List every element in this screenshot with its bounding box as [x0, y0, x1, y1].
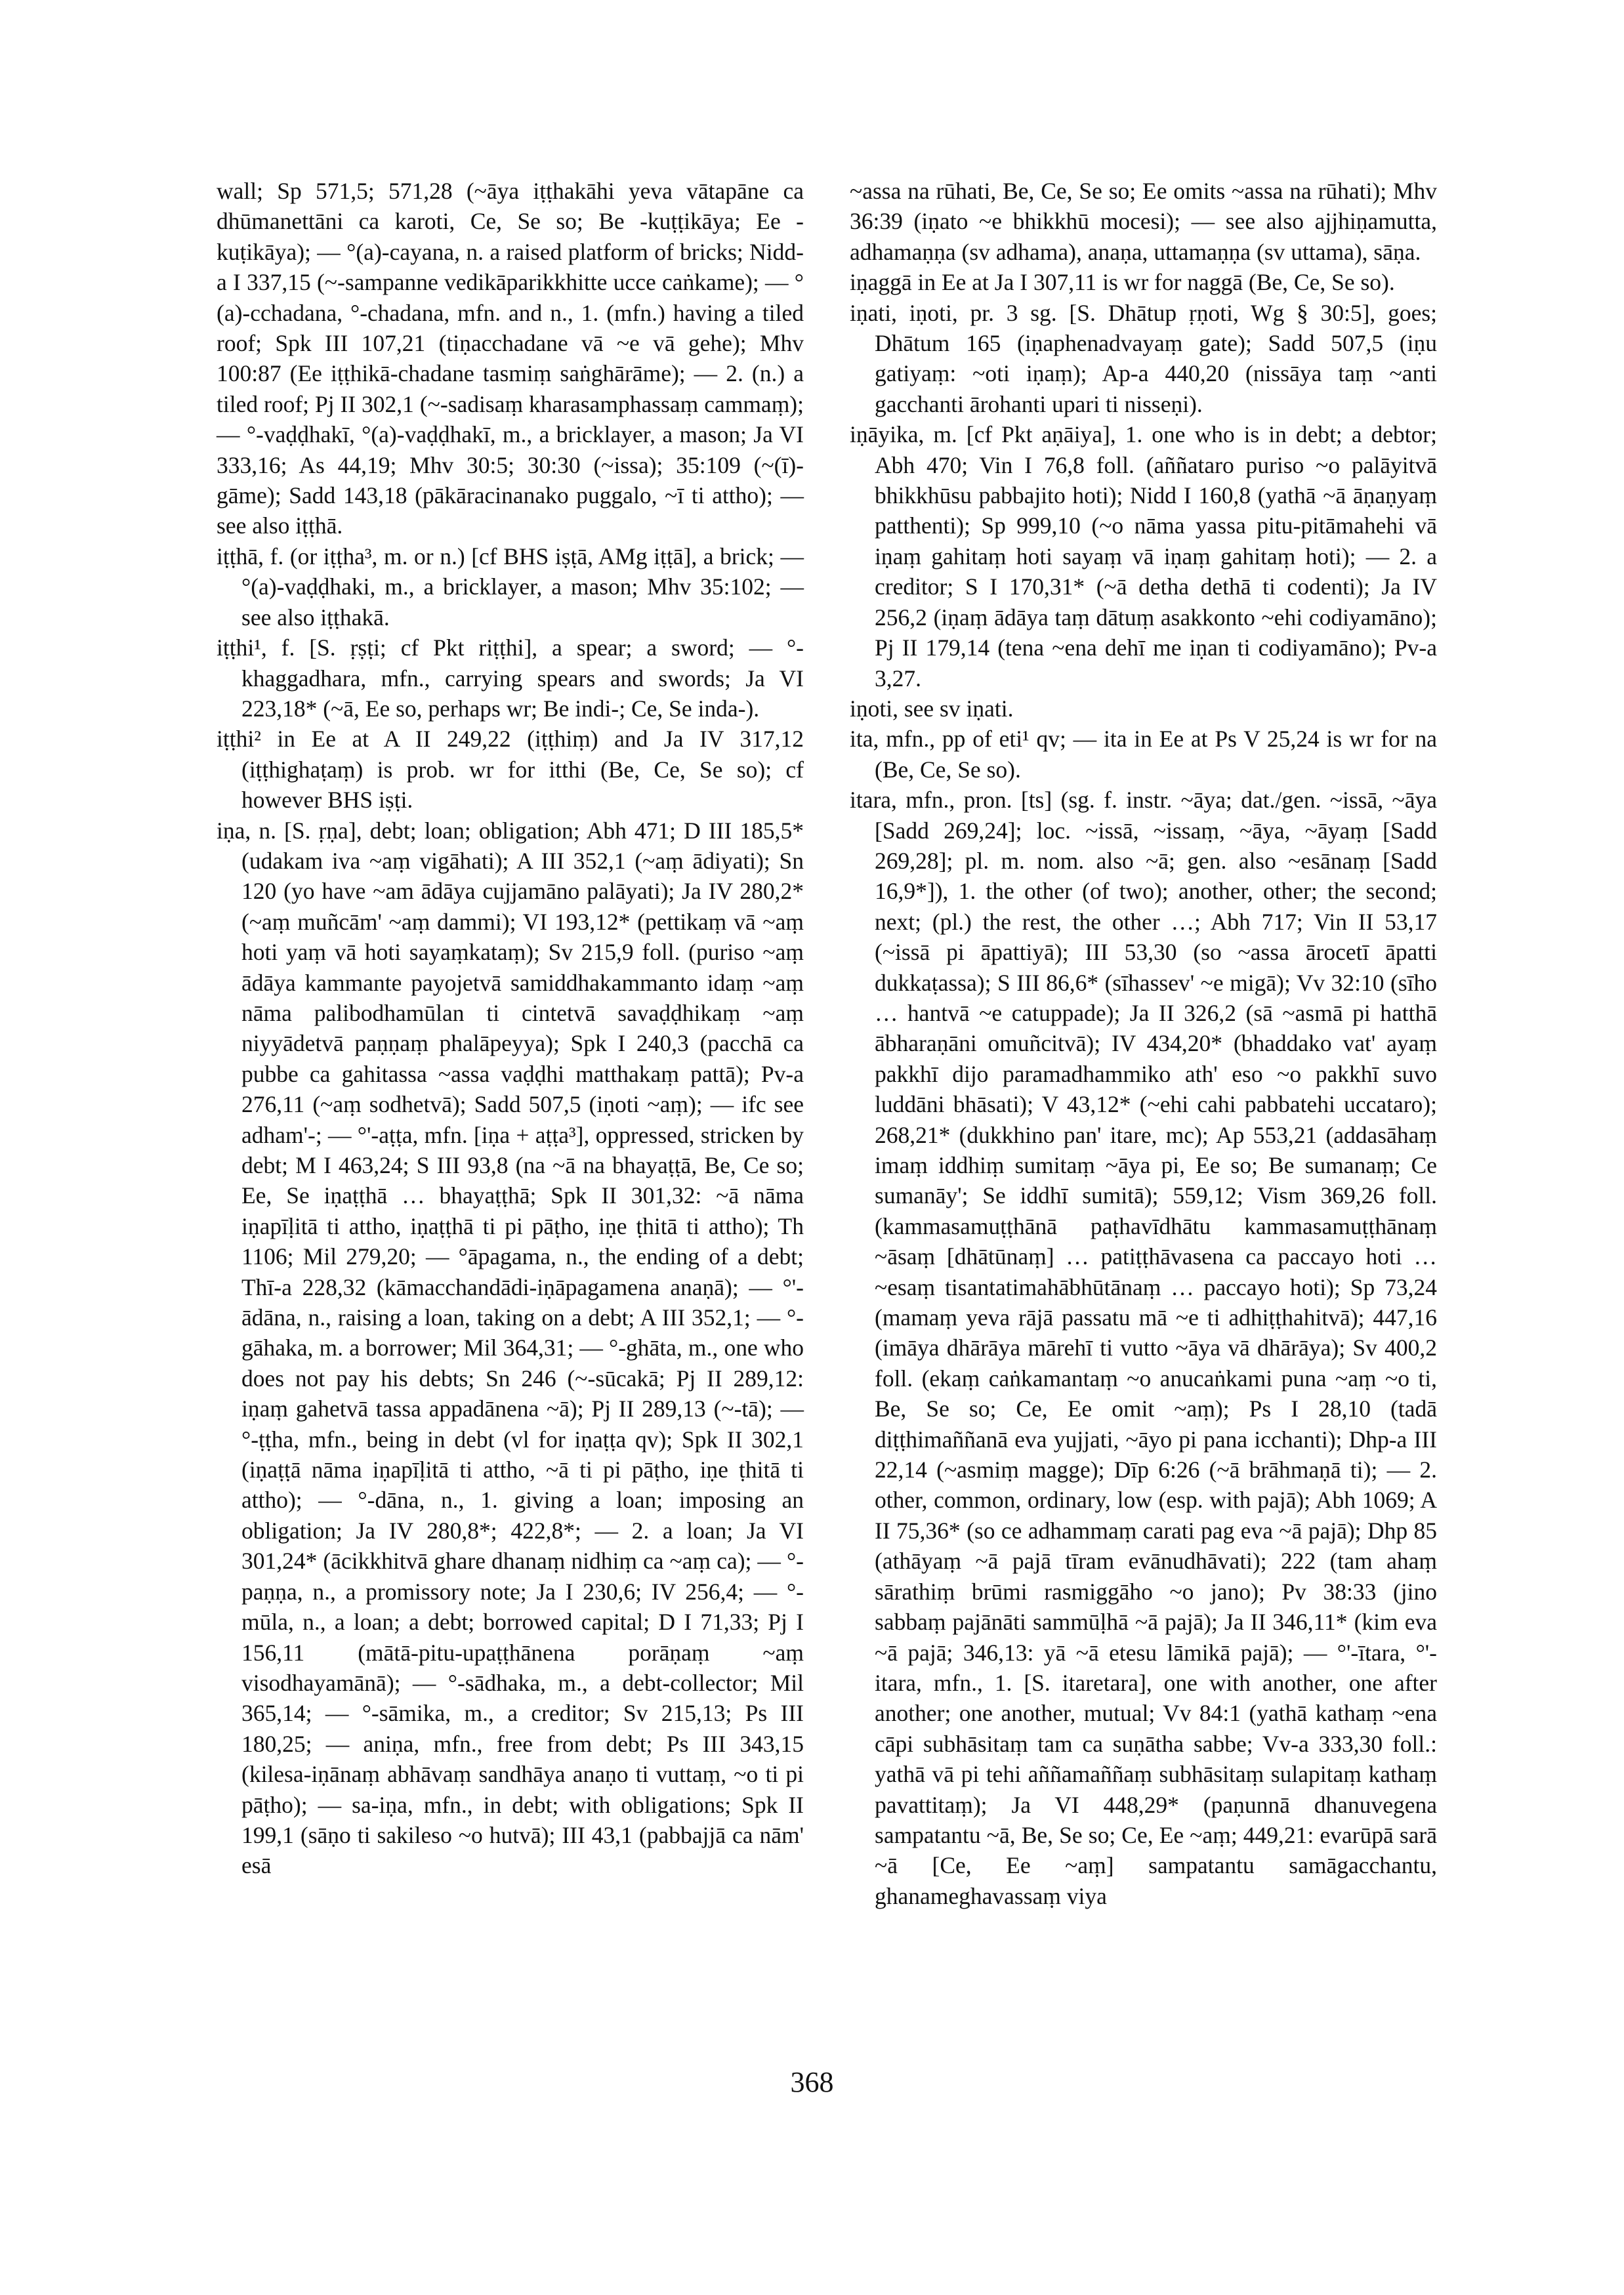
entry-continuation: ~assa na rūhati, Be, Ce, Se so; Ee omits ~assa na rūhati); Mhv 36:39 (iṇato ~e bhikkhū mocesi); — see also ajjhiṇamutta, adhamaṇṇa (sv adhama), anaṇa, uttamaṇṇa (sv uttama), sāṇa.: [850, 178, 1437, 265]
entry-inoti: iṇoti, see sv iṇati.: [850, 695, 1014, 722]
entry-itthaa: iṭṭhā, f. (or iṭṭha³, m. or n.) [cf BHS iṣṭā, AMg iṭṭā], a brick; — °(a)-vaḍḍhaki, m., a bricklayer, a mason; Mhv 35:102; — see also iṭṭhakā.: [217, 543, 804, 631]
entry-itara: itara, mfn., pron. [ts] (sg. f. instr. ~āya; dat./gen. ~issā, ~āya [Sadd 269,24]; loc. ~issā, ~issaṃ, ~āya, ~āyaṃ [Sadd 269,28]; pl. m. nom. also ~ā; gen. also ~esānaṃ [Sadd 16,9*]), 1. the other (of two); another, other; the second; next; (pl.) the rest, the other …; Abh 717; Vin II 53,17 (~issā pi āpattiyā); III 53,30 (so ~assa ārocetī āpatti dukkaṭassa); S III 86,6* (sīhassev' ~e migā); Vv 32:10 (sīho … hantvā ~e catuppade); Ja II 326,2 (sā ~asmā pi hatthā ābharaṇāni omuñcitvā); IV 434,20* (bhaddako vat' ayaṃ pakkhī dijo paramadhammiko ath' eso ~o pakkhī suvo luddāni bhāsati); V 43,12* (~ehi cahi pabbatehi uccataro); 268,21* (dukkhino pan' itare, mc); Ap 553,21 (addasāhaṃ imaṃ iddhiṃ sumitaṃ ~āya pi, Ee so; Be sumanaṃ; Ce sumanāy'; Se iddhī sumitā); 559,12; Vism 369,26 foll. (kammasamuṭṭhānā paṭhavīdhātu kammasamuṭṭhānaṃ ~āsaṃ [dhātūnaṃ] … patiṭṭhāvasena ca paccayo hoti … ~esaṃ tisantatimahābhūtānaṃ … paccayo hoti); Sp 73,24 (mamaṃ yeva rājā passatu mā ~e ti adhiṭṭhahitvā); 447,16 (imāya dhārāya mārehī ti vutto ~āya vā dhārāya); Sv 400,2 foll. (ekaṃ caṅkamantaṃ ~o anucaṅkami puna ~aṃ ~o ti, Be, Se so; Ce, Ee omit ~aṃ); Ps I 28,10 (tadā diṭṭhimaññanā eva yujjati, ~āyo pi pana icchanti); Dhp-a III 22,14 (~asmiṃ magge); Dīp 6:26 (~ā brāhmaṇā ti); — 2. other, common, ordinary, low (esp. with pajā); Abh 1069; A II 75,36* (so ce adhammaṃ carati pag eva ~ā pajā); Dhp 85 (athāyaṃ ~ā pajā tīram evānudhāvati); 222 (tam ahaṃ sārathiṃ brūmi rasmiggāho ~o jano); Pv 38:33 (jino sabbaṃ pajānāti sammūḷhā ~ā pajā); Ja II 346,11* (kim eva ~ā pajā; 346,13: yā ~ā etesu lāmikā pajā); — °'-ītara, °'-itara, mfn., 1. [S. itaretara], one with another, one after another; one another, mutual; Vv 84:1 (yathā kathaṃ ~ena cāpi subhāsitaṃ tam ca suṇātha sabbe; Vv-a 333,30 foll.: yathā vā pi tehi aññamaññaṃ subhāsitaṃ sulapitaṃ kathaṃ pavattitaṃ); Ja VI 448,29* (paṇunnā dhanuvegena sampatantu ~ā, Be, Se so; Ce, Ee ~aṃ; 449,21: evarūpā sarā ~ā [Ce, Ee ~aṃ] sampatantu samāgacchantu, ghanameghavassaṃ viya: [850, 787, 1437, 1909]
entry-inaggaa: iṇaggā in Ee at Ja I 307,11 is wr for naggā (Be, Ce, Se so).: [850, 269, 1395, 296]
entry-inaayika: iṇāyika, m. [cf Pkt aṇāiya], 1. one who is in debt; a debtor; Abh 470; Vin I 76,8 foll. (aññataro puriso ~o palāyitvā bhikkhūsu pabbajito hoti); Nidd I 160,8 (yathā ~ā āṇaṇyaṃ patthenti); Sp 999,10 (~o nāma yassa pitu-pitāmahehi vā iṇaṃ gahitaṃ hoti sayaṃ vā iṇaṃ gahitaṃ hoti); — 2. a creditor; S I 170,31* (~ā detha dethā ti codenti); Ja IV 256,2 (iṇaṃ ādāya taṃ dātuṃ asakkonto ~ehi codiyamāno); Pj II 179,14 (tena ~ena dehī me iṇan ti codiyamāno); Pv-a 3,27.: [850, 421, 1437, 692]
page-number: 368: [790, 2066, 834, 2098]
entry-itthi-2: iṭṭhi² in Ee at A II 249,22 (iṭṭhiṃ) and Ja IV 317,12 (iṭṭhighaṭaṃ) is prob. wr for itthi (Be, Ce, Se so); cf however BHS iṣṭi.: [217, 726, 804, 814]
entry-ina: iṇa, n. [S. ṛṇa], debt; loan; obligation; Abh 471; D III 185,5* (udakam iva ~aṃ vigāhati); A III 352,1 (~aṃ ādiyati); Sn 120 (yo have ~am ādāya cujjamāno palāyati); Ja IV 280,2* (~aṃ muñcām' ~aṃ dammi); VI 193,12* (pettikaṃ vā ~aṃ hoti yaṃ vā hoti sayaṃkataṃ); Sv 215,9 foll. (puriso ~aṃ ādāya kammante payojetvā samiddhakammanto idaṃ ~aṃ nāma palibodhamūlan ti cintetvā savaḍḍhikaṃ ~aṃ niyyādetvā paṇṇaṃ phalāpeyya); Spk I 240,3 (pacchā ca pubbe ca gahitassa ~assa vaḍḍhi matthakaṃ pattā); Pv-a 276,11 (~aṃ sodhetvā); Sadd 507,5 (iṇoti ~aṃ); — ifc see adham'-; — °'-aṭṭa, mfn. [iṇa + aṭṭa³], oppressed, stricken by debt; M I 463,24; S III 93,8 (na ~ā na bhayaṭṭā, Be, Ce so; Ee, Se iṇaṭṭhā … bhayaṭṭhā; Spk II 301,32: ~ā nāma iṇapīḷitā ti attho, iṇaṭṭhā ti pi pāṭho, iṇe ṭhitā ti attho); Th 1106; Mil 279,20; — °āpagama, n., the ending of a debt; Thī-a 228,32 (kāmacchandādi-iṇāpagamena anaṇā); — °'-ādāna, n., raising a loan, taking on a debt; A III 352,1; — °-gāhaka, m. a borrower; Mil 364,31; — °-ghāta, m., one who does not pay his debts; Sn 246 (~-sūcakā; Pj II 289,12: iṇaṃ gahetvā tassa appadānena ~ā); Pj II 289,13 (~-tā); — °-ṭṭha, mfn., being in debt (vl for iṇaṭṭa qv); Spk II 302,1 (iṇaṭṭā nāma iṇapīḷitā ti attho, ~ā ti pi pāṭho, iṇe ṭhitā ti attho); — °-dāna, n., 1. giving a loan; imposing an obligation; Ja IV 280,8*; 422,8*; — 2. a loan; Ja VI 301,24* (ācikkhitvā ghare dhanaṃ nidhiṃ ca ~aṃ ca); — °-paṇṇa, n., a promissory note; Ja I 230,6; IV 256,4; — °-mūla, n., a loan; a debt; borrowed capital; D I 71,33; Pj I 156,11 (mātā-pitu-upaṭṭhānena porāṇaṃ ~aṃ visodhayamānā); — °-sādhaka, m., a debt-collector; Mil 365,14; — °-sāmika, m., a creditor; Sv 215,13; Ps III 180,25; — aniṇa, mfn., free from debt; Ps III 343,15 (kilesa-iṇānaṃ abhāvaṃ sandhāya anaṇo ti vuttaṃ, ~o ti pi pāṭho); — sa-iṇa, mfn., in debt; with obligations; Spk II 199,1 (sāṇo ti sakileso ~o hutvā); III 43,1 (pabbajjā ca nām' esā: [217, 817, 804, 1879]
entry-continuation: wall; Sp 571,5; 571,28 (~āya iṭṭhakāhi yeva vātapāne ca dhūmanettāni ca karoti, Ce, Se so; Be -kuṭṭikāya; Ee -kuṭikāya); — °(a)-cayana, n. a raised platform of bricks; Nidd-a I 337,15 (~-sampanne vedikāparikkhitte ucce caṅkame); — °(a)-cchadana, °-chadana, mfn. and n., 1. (mfn.) having a tiled roof; Spk III 107,21 (tiṇacchadane vā ~e vā gehe); Mhv 100:87 (Ee iṭṭhikā-chadane tasmiṃ saṅghārāme); — 2. (n.) a tiled roof; Pj II 302,1 (~-sadisaṃ kharasamphassaṃ cammaṃ); — °-vaḍḍhakī, °(a)-vaḍḍhakī, m., a bricklayer, a mason; Ja VI 333,16; As 44,19; Mhv 30:5; 30:30 (~issa); 35:109 (~(ī)-gāme); Sadd 143,18 (pākāracinanako puggalo, ~ī ti attho); — see also iṭṭhā.: [217, 178, 804, 539]
entry-inati: iṇati, iṇoti, pr. 3 sg. [S. Dhātup ṛṇoti, Wg § 30:5], goes; Dhātum 165 (iṇaphenadvayaṃ gate); Sadd 507,5 (iṇu gatiyaṃ: ~oti iṇaṃ); Ap-a 440,20 (nissāya taṃ ~anti gacchanti ārohanti upari ti nisseṇi).: [850, 299, 1437, 417]
entry-ita: ita, mfn., pp of eti¹ qv; — ita in Ee at Ps V 25,24 is wr for na (Be, Ce, Se so).: [850, 726, 1437, 783]
entry-itthi-1: iṭṭhi¹, f. [S. ṛṣṭi; cf Pkt riṭṭhi], a spear; a sword; — °-khaggadhara, mfn., carrying spears and swords; Ja VI 223,18* (~ā, Ee so, perhaps wr; Be indi-; Ce, Se inda-).: [217, 634, 804, 722]
left-column: [217, 176, 804, 1881]
right-column: [850, 176, 1437, 1911]
